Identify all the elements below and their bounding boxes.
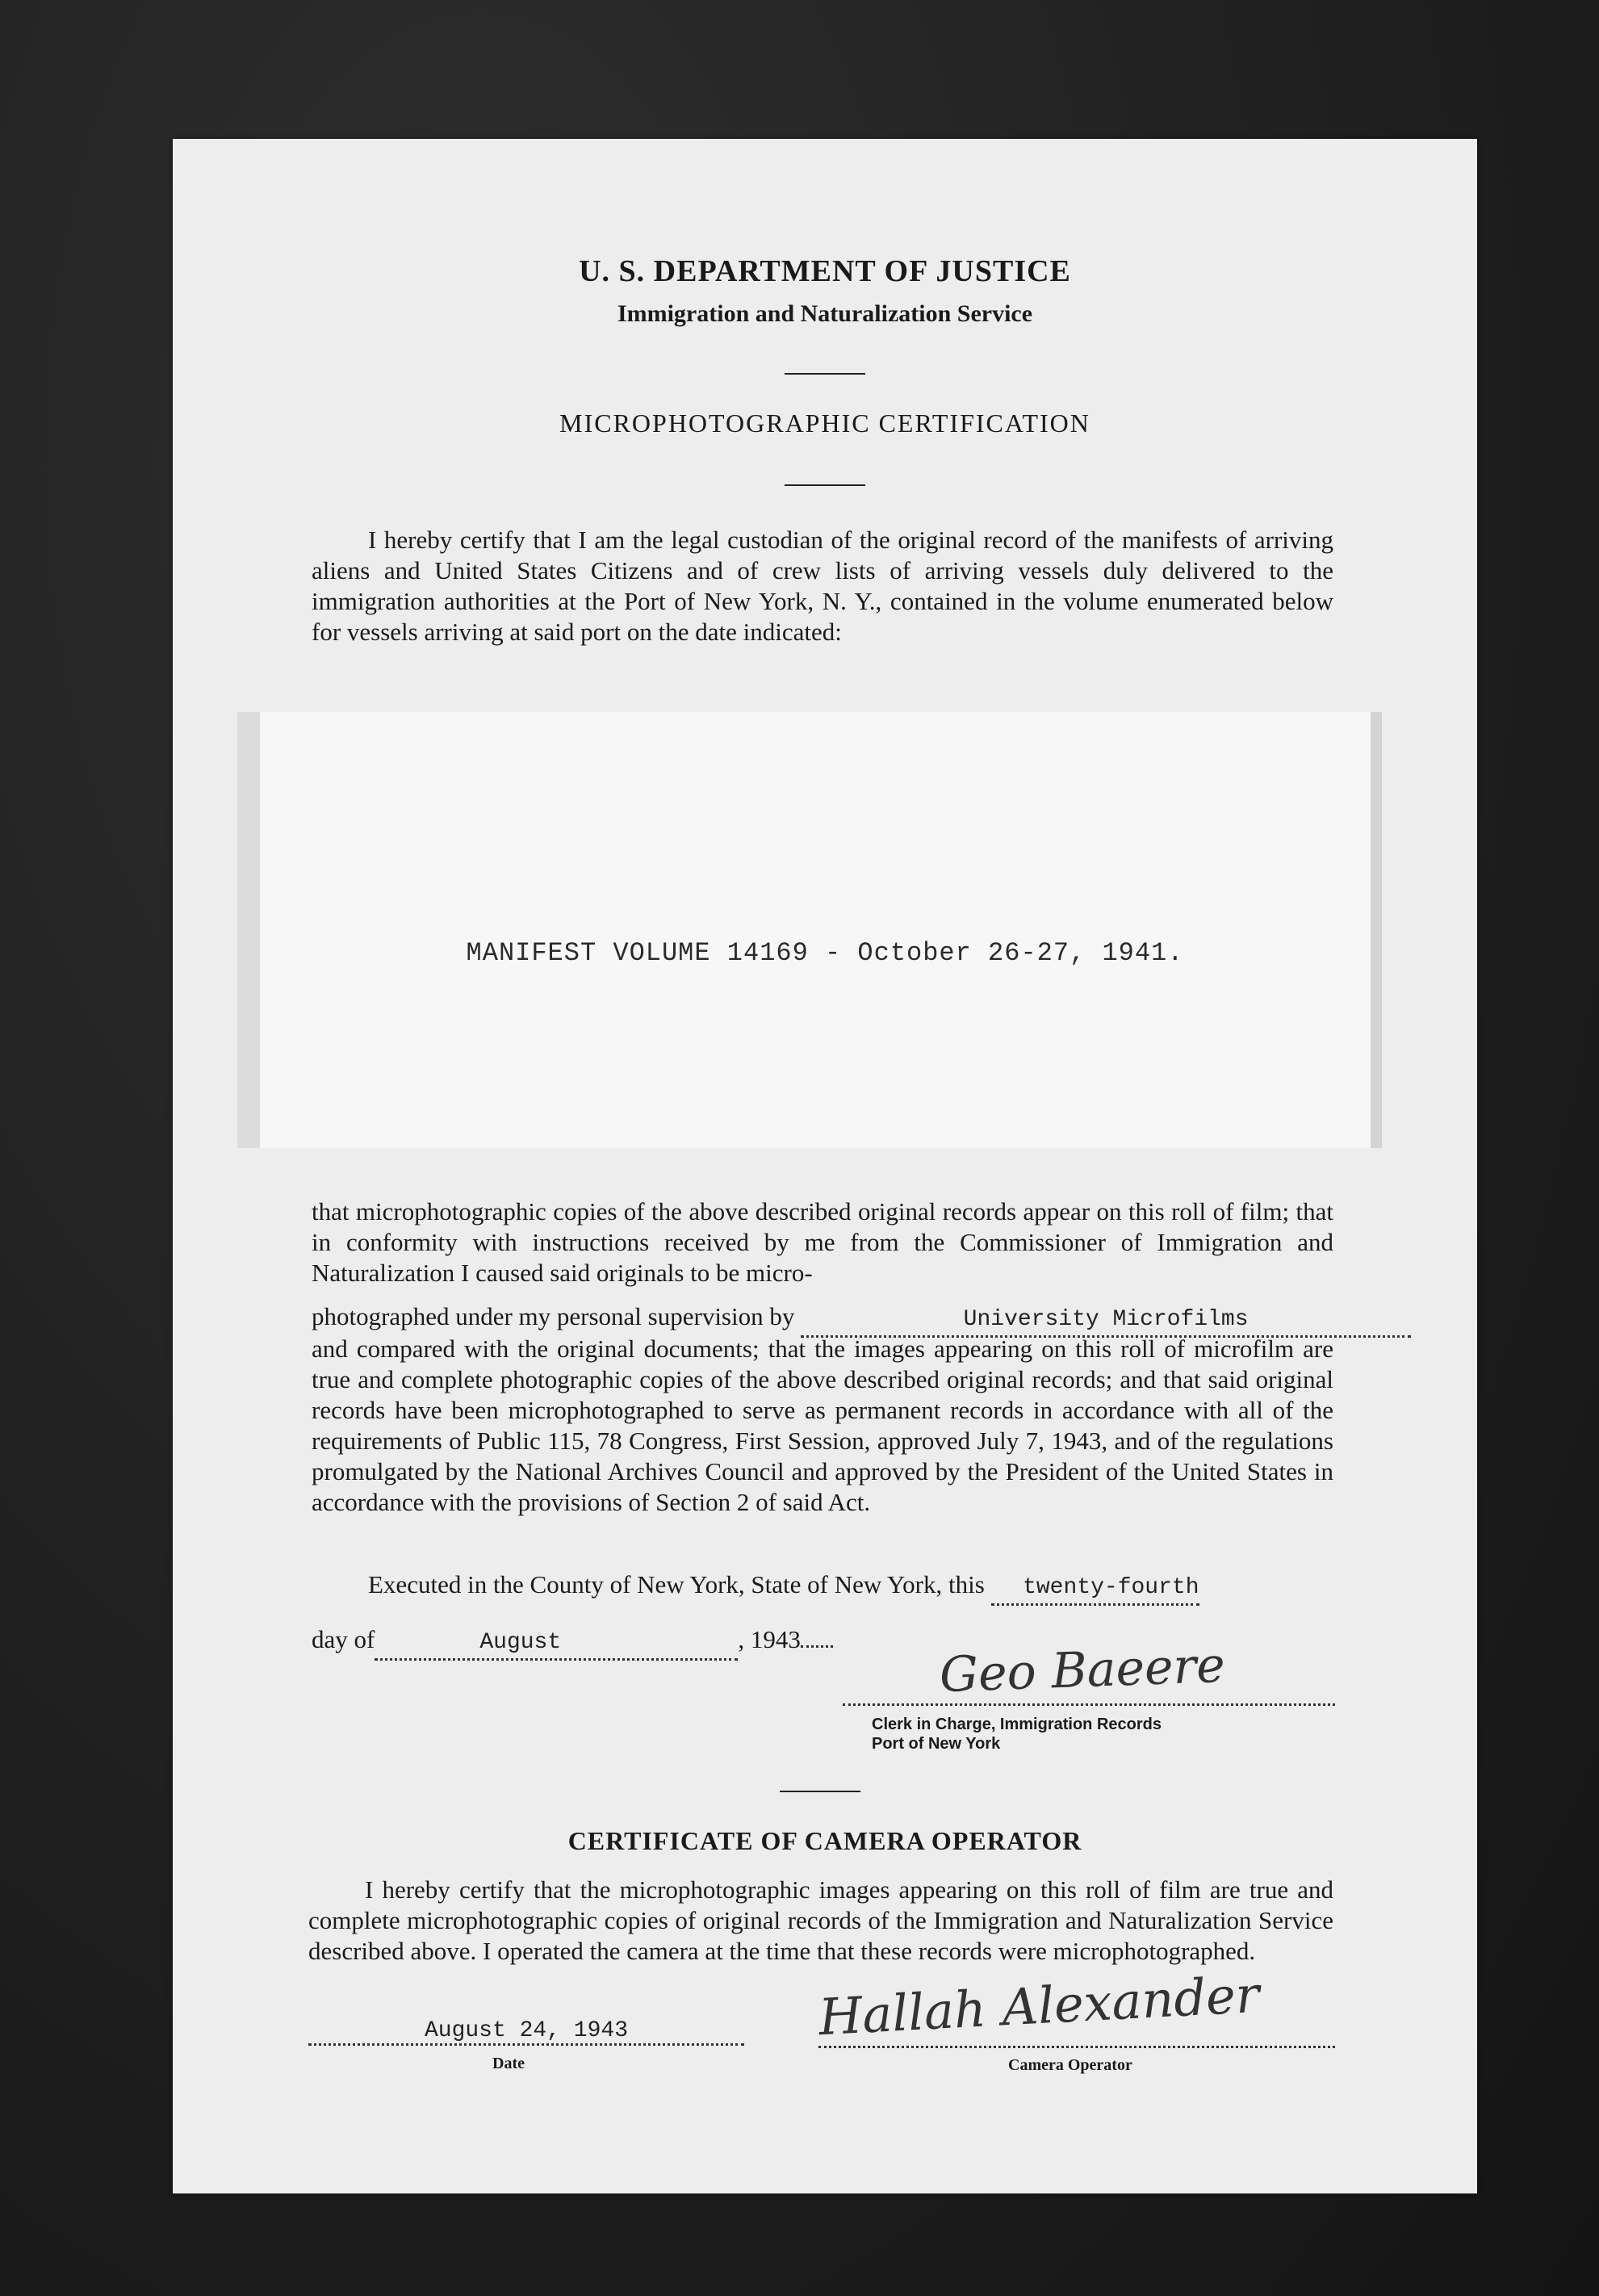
supervision-prefix: photographed under my personal supervision by — [312, 1302, 795, 1330]
clerk-signature-line — [843, 1703, 1335, 1706]
certificate-page — [173, 139, 1477, 2193]
execution-day: twenty-fourth — [1023, 1575, 1199, 1600]
operator-label: Camera Operator — [1008, 2056, 1132, 2074]
divider — [780, 1791, 860, 1792]
supervisor-field — [801, 1301, 1411, 1338]
divider — [785, 373, 865, 375]
supervision-line — [312, 1301, 1333, 1338]
camera-certificate-title: CERTIFICATE OF CAMERA OPERATOR — [567, 1826, 1082, 1855]
date-field — [308, 2018, 744, 2046]
clerk-signature: Geo Baeere — [938, 1636, 1226, 1704]
execution-month: August — [479, 1630, 562, 1655]
execution-prefix: Executed in the County of New York, State of New York, this — [368, 1570, 985, 1598]
body-paragraph-part1: that microphotographic copies of the above described original records appear on this roll of film; that in conformity with instructions received by me from the Commissioner of Immigration and Naturalization I caused said originals to be micro- — [312, 1197, 1333, 1287]
execution-line — [368, 1569, 1333, 1606]
divider — [785, 484, 865, 486]
body-paragraph-part2: and compared with the original documents; that the images appearing on this roll of microfilm are true and complete photographic copies of the above described original records; and that said original records have been microphotographed to serve as permanent records in accordance with all of the requirements of Public 115, 78 Congress, First Session, approved July 7, 1943, and of the regulations promulgated by the National Archives Council and approved by the President of the United States in accordance with the provisions of Section 2 of said Act. — [312, 1334, 1333, 1516]
service-heading: Immigration and Naturalization Service — [617, 300, 1033, 327]
supervisor-name: University Microfilms — [963, 1307, 1249, 1332]
execution-day-field — [991, 1569, 1199, 1606]
month-field — [375, 1624, 738, 1661]
year-trailing-dots — [801, 1645, 833, 1648]
certificate-date: August 24, 1943 — [424, 2018, 629, 2043]
intro-paragraph: I hereby certify that I am the legal custodian of the original record of the manifests of arriving aliens and United States Citizens and of crew lists of arriving vessels duly delivered to the immigration authorities at the Port of New York, N. Y., contained in the volume enumerated below for vessels arriving at said port on the date indicated: — [312, 526, 1333, 646]
department-heading: U. S. DEPARTMENT OF JUSTICE — [579, 254, 1071, 288]
day-of-label: day of — [312, 1625, 375, 1653]
date-label: Date — [492, 2055, 525, 2072]
execution-year: , 1943 — [738, 1625, 801, 1653]
form-title: MICROPHOTOGRAPHIC CERTIFICATION — [559, 409, 1090, 438]
clerk-title-line1: Clerk in Charge, Immigration Records — [872, 1716, 1162, 1733]
operator-signature: Hallah Alexander — [817, 1964, 1262, 2047]
manifest-volume-label: MANIFEST VOLUME 14169 - October 26-27, 1941. — [466, 938, 1184, 968]
operator-signature-line — [818, 2046, 1335, 2048]
manifest-label-card — [237, 712, 1382, 1148]
clerk-title-line2: Port of New York — [872, 1735, 1001, 1753]
camera-certificate-text: I hereby certify that the microphotographic images appearing on this roll of film are true and complete microphotographic copies of original records of the Immigration and Naturalization Service described above. I operated the camera at the time that these records were microphotographed. — [308, 1875, 1333, 1965]
